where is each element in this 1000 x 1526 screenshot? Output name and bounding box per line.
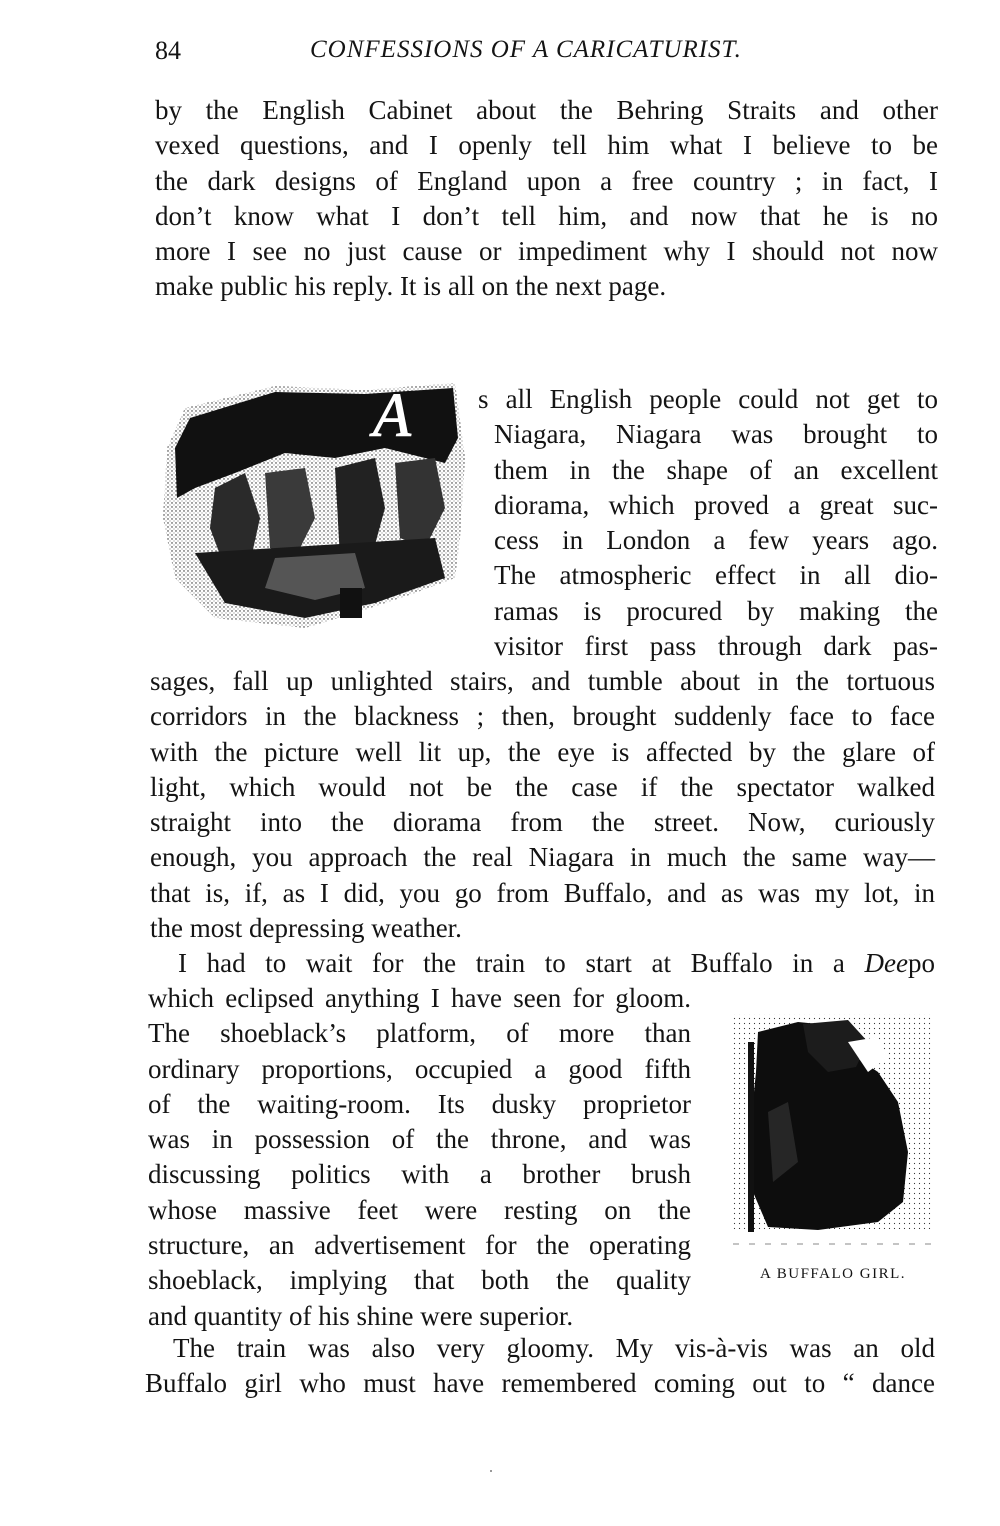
text-line: don’t know what I don’t tell him, and now that he is no [155, 200, 938, 231]
text-line [150, 946, 935, 981]
page-header [0, 32, 1000, 72]
text-line: Buffalo girl who must have remembered coming out to “ dance [145, 1368, 935, 1399]
text-line: and quantity of his shine were superior. [148, 1300, 574, 1331]
paragraph-buffalo-first-line [150, 946, 935, 981]
text-line: which eclipsed anything I have seen for gloom. [148, 983, 691, 1013]
text-line: enough, you approach the real Niagara in much the same way— [150, 842, 935, 873]
text-line: more I see no just cause or impediment why I should not now [155, 236, 938, 267]
page-number: 84 [155, 36, 181, 65]
text-line: corridors in the blackness ; then, brought suddenly face to face [150, 701, 935, 732]
running-title: CONFESSIONS OF A CARICATURIST. [310, 36, 742, 63]
paragraph-continued [155, 93, 938, 305]
text-line: with the picture well lit up, the eye is affected by the glare of [150, 736, 935, 767]
text-line: discussing politics with a brother brush [148, 1159, 691, 1190]
text-line: ramas is procured by making the [494, 595, 938, 626]
illustration-diorama-initial [155, 378, 475, 633]
figure-caption: A BUFFALO GIRL. [760, 1266, 906, 1282]
paragraph-buffalo-beside-figure [148, 981, 691, 1334]
text-line: ordinary proportions, occupied a good fifth [148, 1053, 691, 1084]
text-line: light, which would not be the case if the spectator walked [150, 771, 935, 802]
text-run: I had to wait for the train to start at Buffalo in a [178, 948, 865, 978]
text-line: visitor first pass through dark pas- [494, 631, 938, 662]
text-line: The train was also very gloomy. My vis-à-vis was an old [173, 1333, 935, 1363]
text-line: was in possession of the throne, and was [148, 1124, 691, 1155]
illustration-buffalo-girl [728, 1012, 938, 1257]
text-line: straight into the diorama from the street. Now, curiously [150, 807, 935, 838]
text-line: The shoeblack’s platform, of more than [148, 1018, 691, 1049]
paragraph-diorama-full-width [150, 664, 935, 946]
text-line: diorama, which proved a great suc- [494, 489, 938, 520]
paragraph-train [145, 1331, 935, 1402]
text-line: The atmospheric effect in all dio- [494, 560, 938, 591]
text-line: Niagara, Niagara was brought to [494, 419, 938, 450]
text-line: sages, fall up unlighted stairs, and tumble about in the tortuous [150, 666, 935, 696]
text-line: by the English Cabinet about the Behring Straits and other [155, 95, 938, 125]
paper-speck [490, 1470, 492, 1472]
drop-cap-letter: A [373, 382, 411, 450]
text-line: of the waiting-room. Its dusky proprietor [148, 1088, 691, 1119]
text-line: that is, if, as I did, you go from Buffalo, and as was my lot, in [150, 877, 935, 908]
text-line: shoeblack, implying that both the quality [148, 1265, 691, 1296]
paragraph-diorama-beside-figure [478, 382, 938, 664]
text-line: the most depressing weather. [150, 913, 462, 944]
text-line: vexed questions, and I openly tell him what I believe to be [155, 130, 938, 161]
text-line: make public his reply. It is all on the next page. [155, 271, 667, 302]
text-line: them in the shape of an excellent [494, 454, 938, 485]
text-line: cess in London a few years ago. [494, 525, 938, 556]
text-line: the dark designs of England upon a free country ; in fact, I [155, 165, 938, 196]
text-line: structure, an advertisement for the operating [148, 1230, 691, 1261]
text-line: whose massive feet were resting on the [148, 1194, 691, 1225]
italic-word: Dee [864, 948, 908, 978]
text-run: po [908, 948, 935, 978]
text-line: s all English people could not get to [478, 384, 938, 414]
